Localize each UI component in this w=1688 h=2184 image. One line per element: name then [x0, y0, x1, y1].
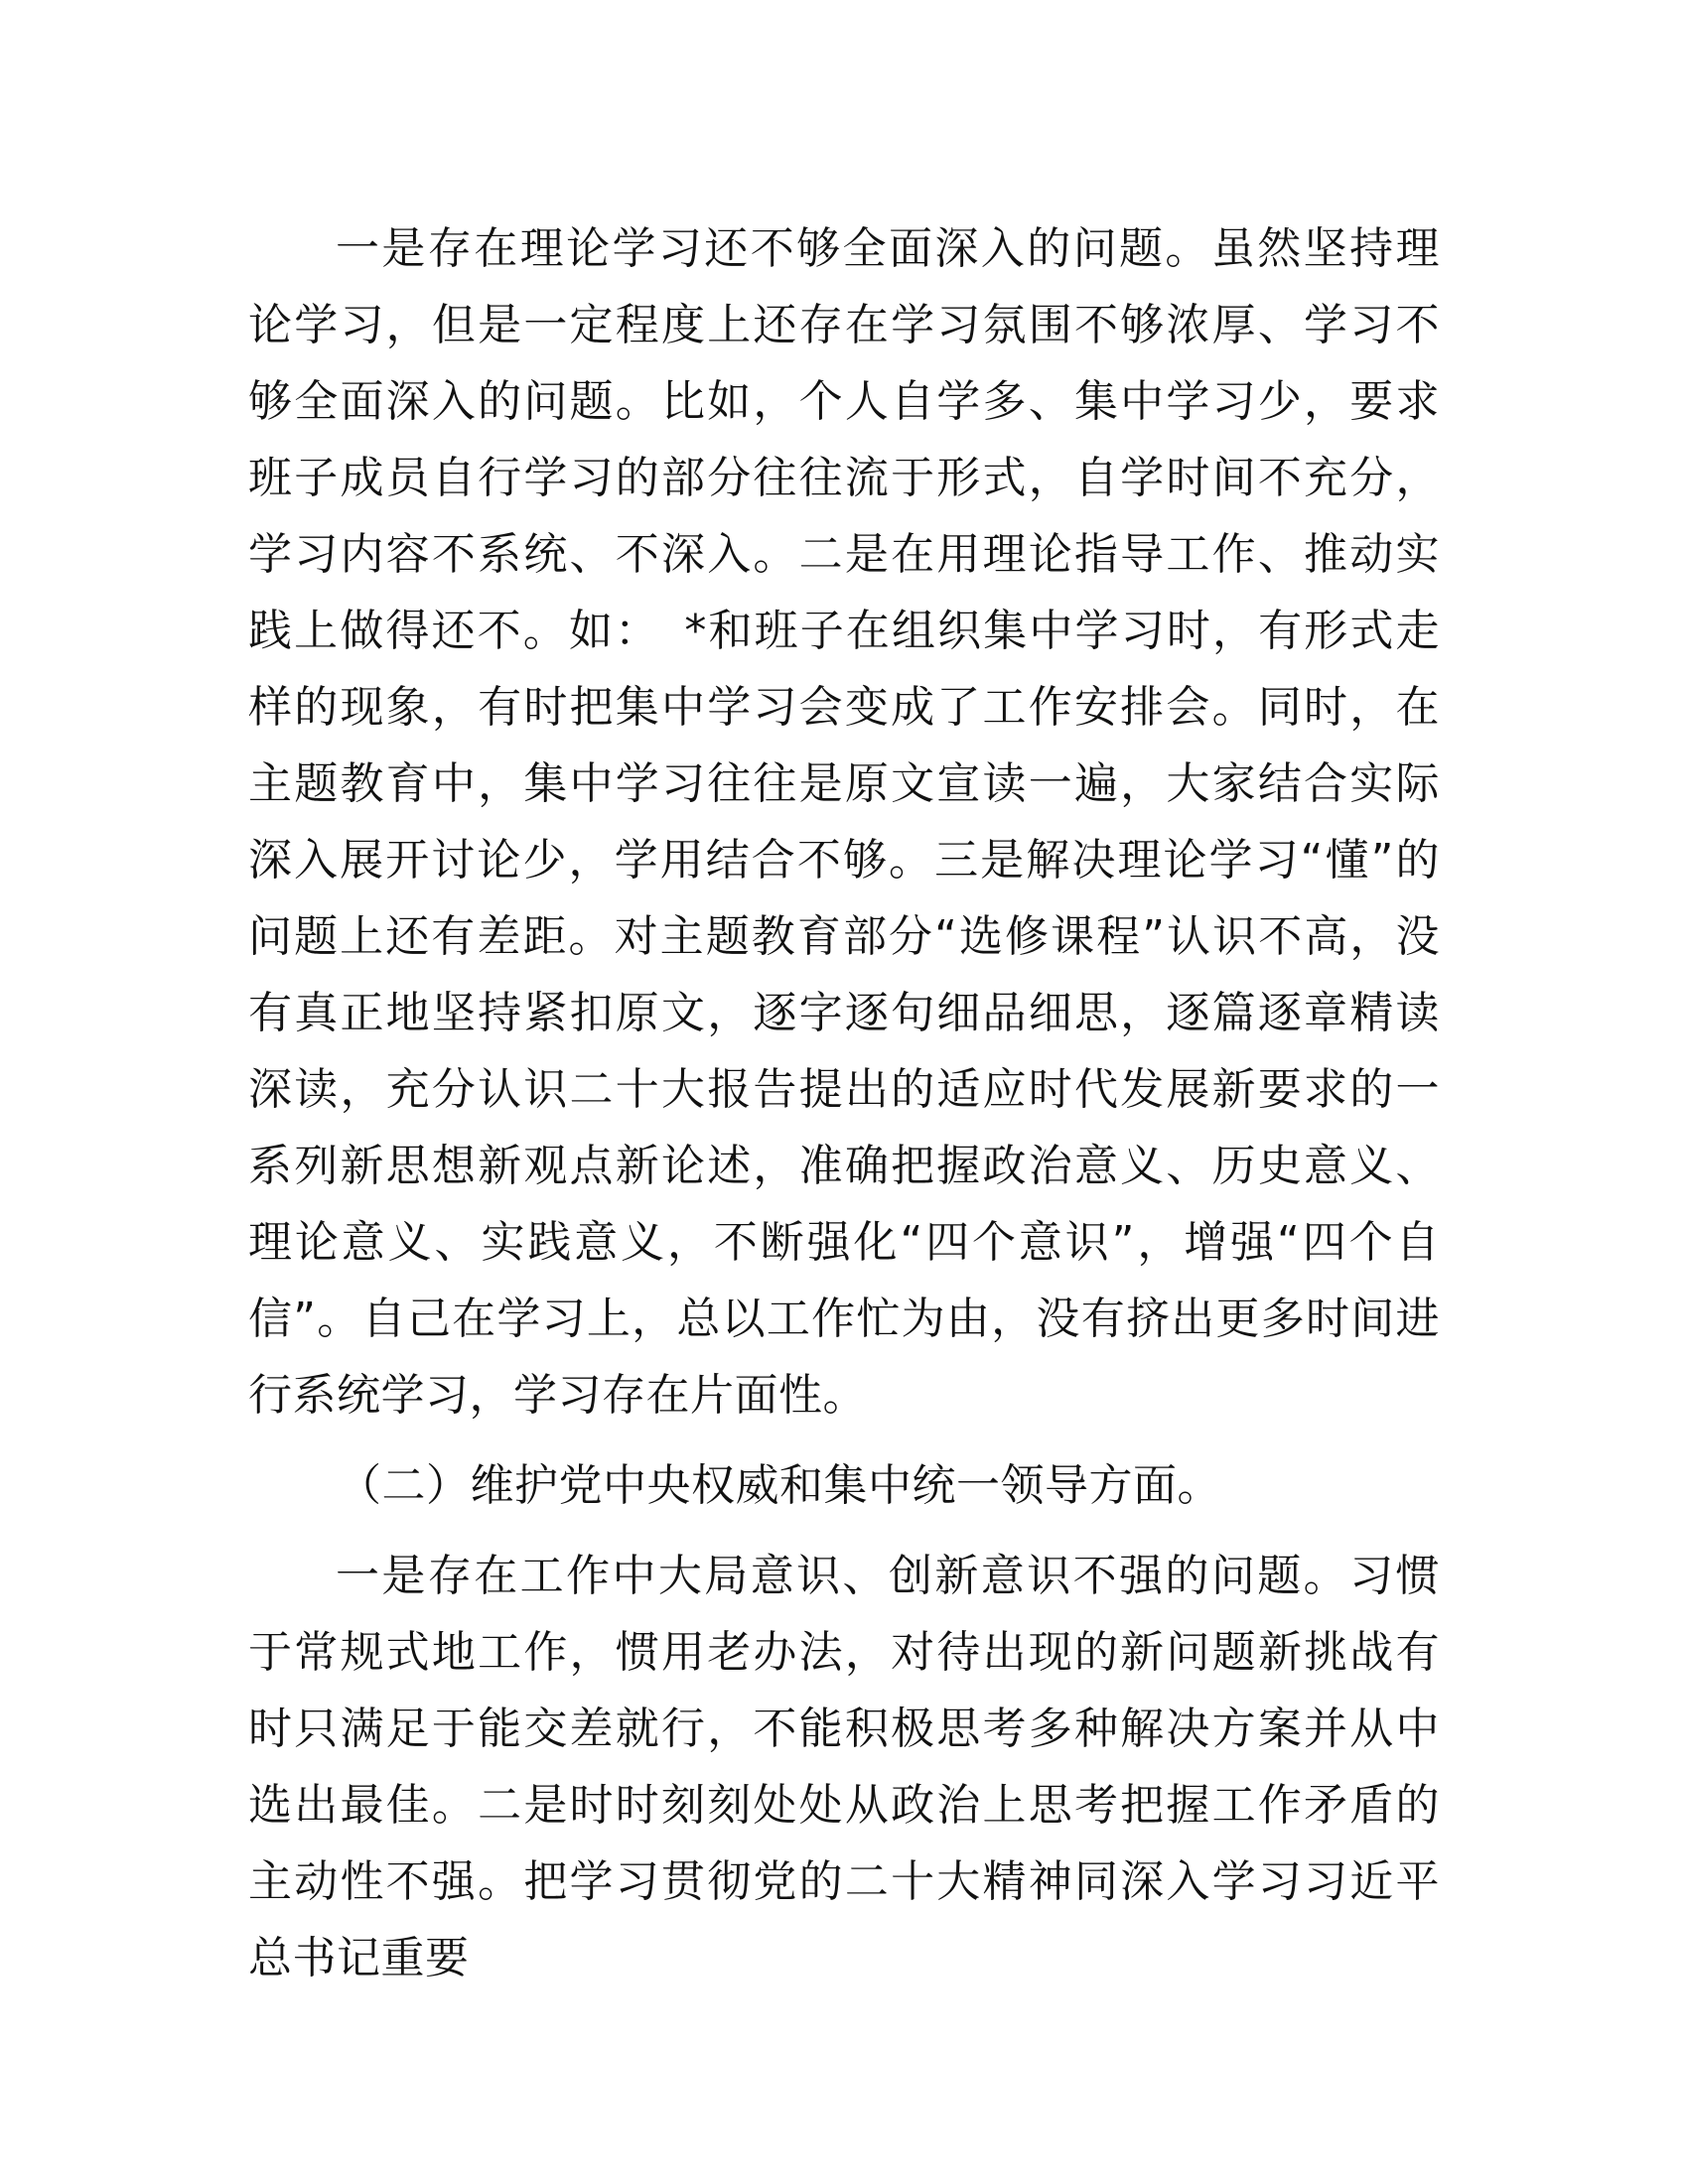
paragraph-theory-study: 一是存在理论学习还不够全面深入的问题。虽然坚持理论学习，但是一定程度上还存在学习氛围不够浓厚、学习不够全面深入的问题。比如，个人自学多、集中学习少，要求班子成员自行学习的部分往往流于形式，自学时间不充分，学习内容不系统、不深入。二是在用理论指导工作、推动实践上做得还不。如： *和班子在组织集中学习时，有形式走样的现象，有时把集中学习会变成了工作安排会。同时，在主题教育中，集中学习往往是原文宣读一遍，大家结合实际深入展开讨论少，学用结合不够。三是解决理论学习“懂”的问题上还有差距。对主题教育部分“选修课程”认识不高，没有真正地坚持紧扣原文，逐字逐句细品细思，逐篇逐章精读深读，充分认识二十大报告提出的适应时代发展新要求的一系列新思想新观点新论述，准确把握政治意义、历史意义、理论意义、实践意义，不断强化“四个意识”，增强“四个自信”。自己在学习上，总以工作忙为由，没有挤出更多时间进行系统学习，学习存在片面性。 [248, 223, 1440, 1421]
section-heading: （二）维护党中央权威和集中统一领导方面。 [338, 1460, 1221, 1511]
paragraph-overall-awareness: 一是存在工作中大局意识、创新意识不强的问题。习惯于常规式地工作，惯用老办法，对待出现的新问题新挑战有时只满足于能交差就行，不能积极思考多种解决方案并从中选出最佳。二是时时刻刻处处从政治上思考把握工作矛盾的主动性不强。把学习贯彻党的二十大精神同深入学习习近平总书记重要 [248, 1551, 1440, 1983]
document-body [248, 210, 1440, 1996]
